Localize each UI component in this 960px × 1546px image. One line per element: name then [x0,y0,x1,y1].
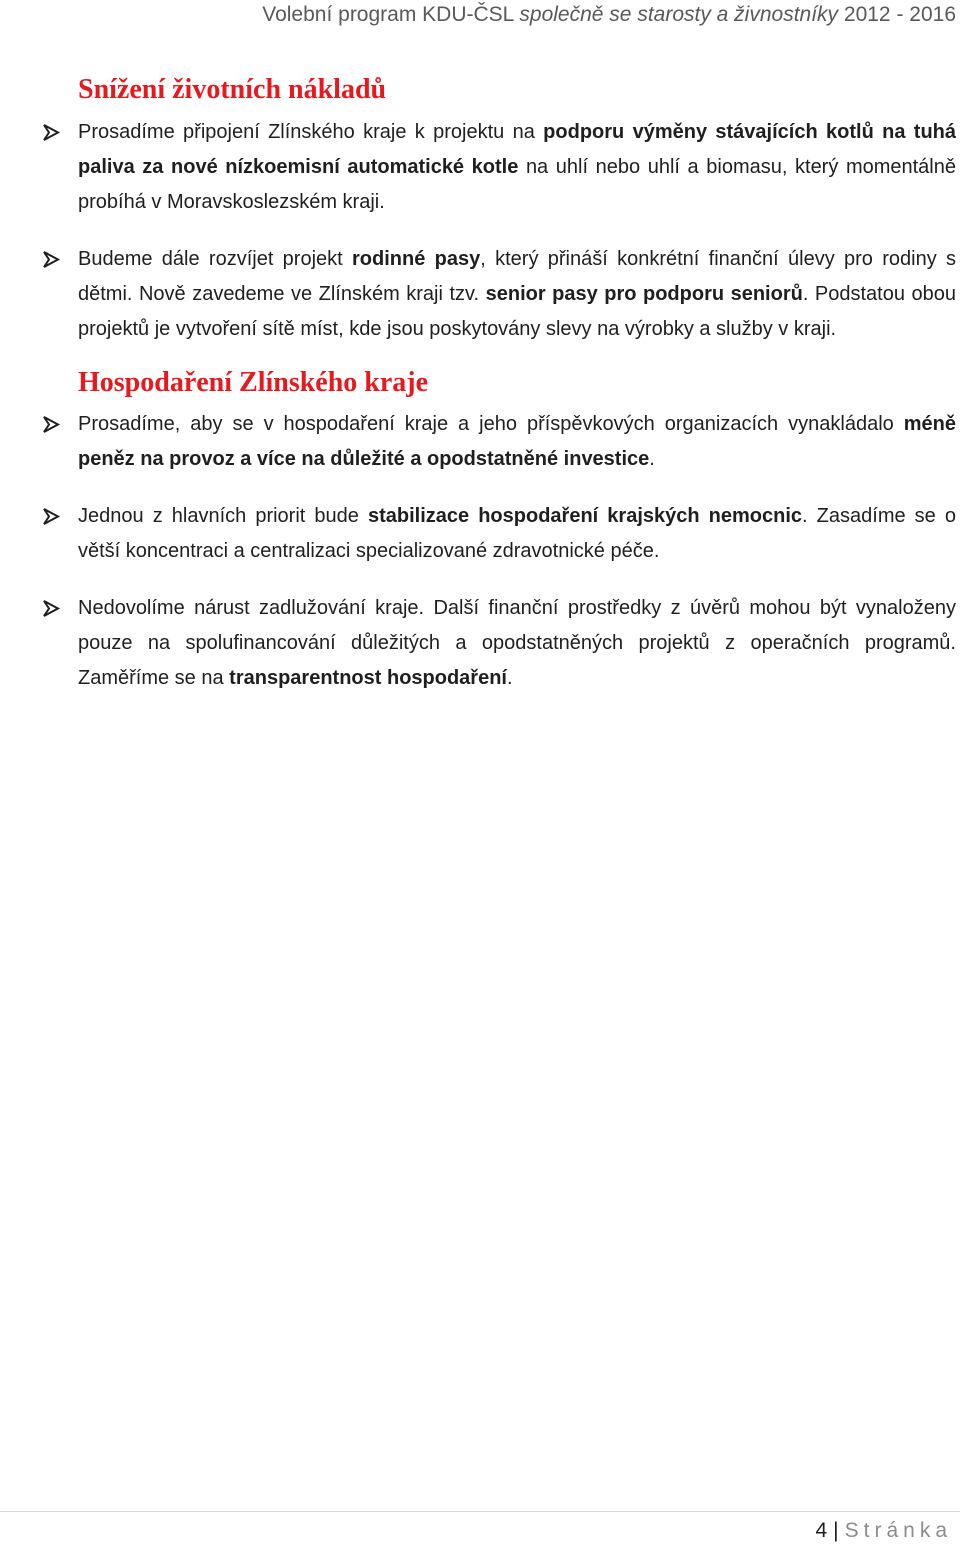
section-title-living-costs: Snížení životních nákladů [78,74,387,105]
page-content [0,70,960,696]
footer-separator: | [833,1519,839,1542]
header-title-italic: společně se starosty a živnostníky [519,3,839,26]
bullet-text: na uhlí nebo uhlí a biomasu, který momentálně probíhá v Moravskoslezském kraji. [78,156,956,213]
bullet-text-bold: senior pasy pro podporu seniorů [485,283,803,305]
bullet-text: . Podstatou obou projektů je vytvoření sítě míst, kde jsou poskytovány slevy na výrobky a služby v kraji. [78,283,956,340]
page-label: Stránka [844,1519,952,1542]
bullet-text: . [506,667,513,689]
bullet-item [0,115,960,220]
bullet-text: , který přináší konkrétní finanční úlevy pro rodiny s dětmi. Nově zavedeme ve Zlínském kraji tzv. [78,248,956,305]
bullet-text: . Zasadíme se o větší koncentraci a centralizaci specializované zdravotnické péče. [78,505,956,562]
bullet-text-bold: transparentnost hospodaření [229,667,507,689]
page-header [262,0,956,30]
bullet-item [0,407,960,477]
bullet-text: Prosadíme, aby se v hospodaření kraje a jeho příspěvkových organizacích vynakládalo [78,413,904,435]
arrowhead-bullet-icon [40,242,64,277]
bullet-text-bold: rodinné pasy [352,248,481,270]
bullet-text: Budeme dále rozvíjet projekt [78,248,353,270]
arrowhead-bullet-icon [40,407,64,442]
arrowhead-bullet-icon [40,499,64,534]
bullet-text: Nedovolíme nárust zadlužování kraje. Další finanční prostředky z úvěrů mohou být vynaloženy pouze na spolufinancování důležitých a opodstatněných projektů z operačních programů. Zaměříme se na [78,597,956,689]
arrowhead-bullet-icon [40,591,64,626]
bullet-item [0,242,960,347]
arrowhead-bullet-icon [40,115,64,150]
header-years: 2012 - 2016 [838,3,956,26]
bullet-text: Jednou z hlavních priorit bude [78,505,368,527]
bullet-item [0,499,960,569]
bullet-text-bold: podporu výměny stávajících kotlů na tuhá paliva za nové nízkoemisní automatické kotle [78,121,956,178]
bullet-text-bold: stabilizace hospodaření krajských nemocnic [367,505,803,527]
bullet-item [0,591,960,696]
bullet-text: Prosadíme připojení Zlínského kraje k projektu na [78,121,544,143]
header-title: Volební program KDU-ČSL [262,3,520,26]
page-number: 4 [815,1519,828,1542]
bullet-text: . [649,448,655,470]
page-footer [815,1516,952,1546]
footer-divider [0,1511,960,1512]
bullet-text-bold: méně peněz na provoz a více na důležité a opodstatněné investice [78,413,956,470]
section-title-regional-economy: Hospodaření Zlínského kraje [78,367,429,398]
